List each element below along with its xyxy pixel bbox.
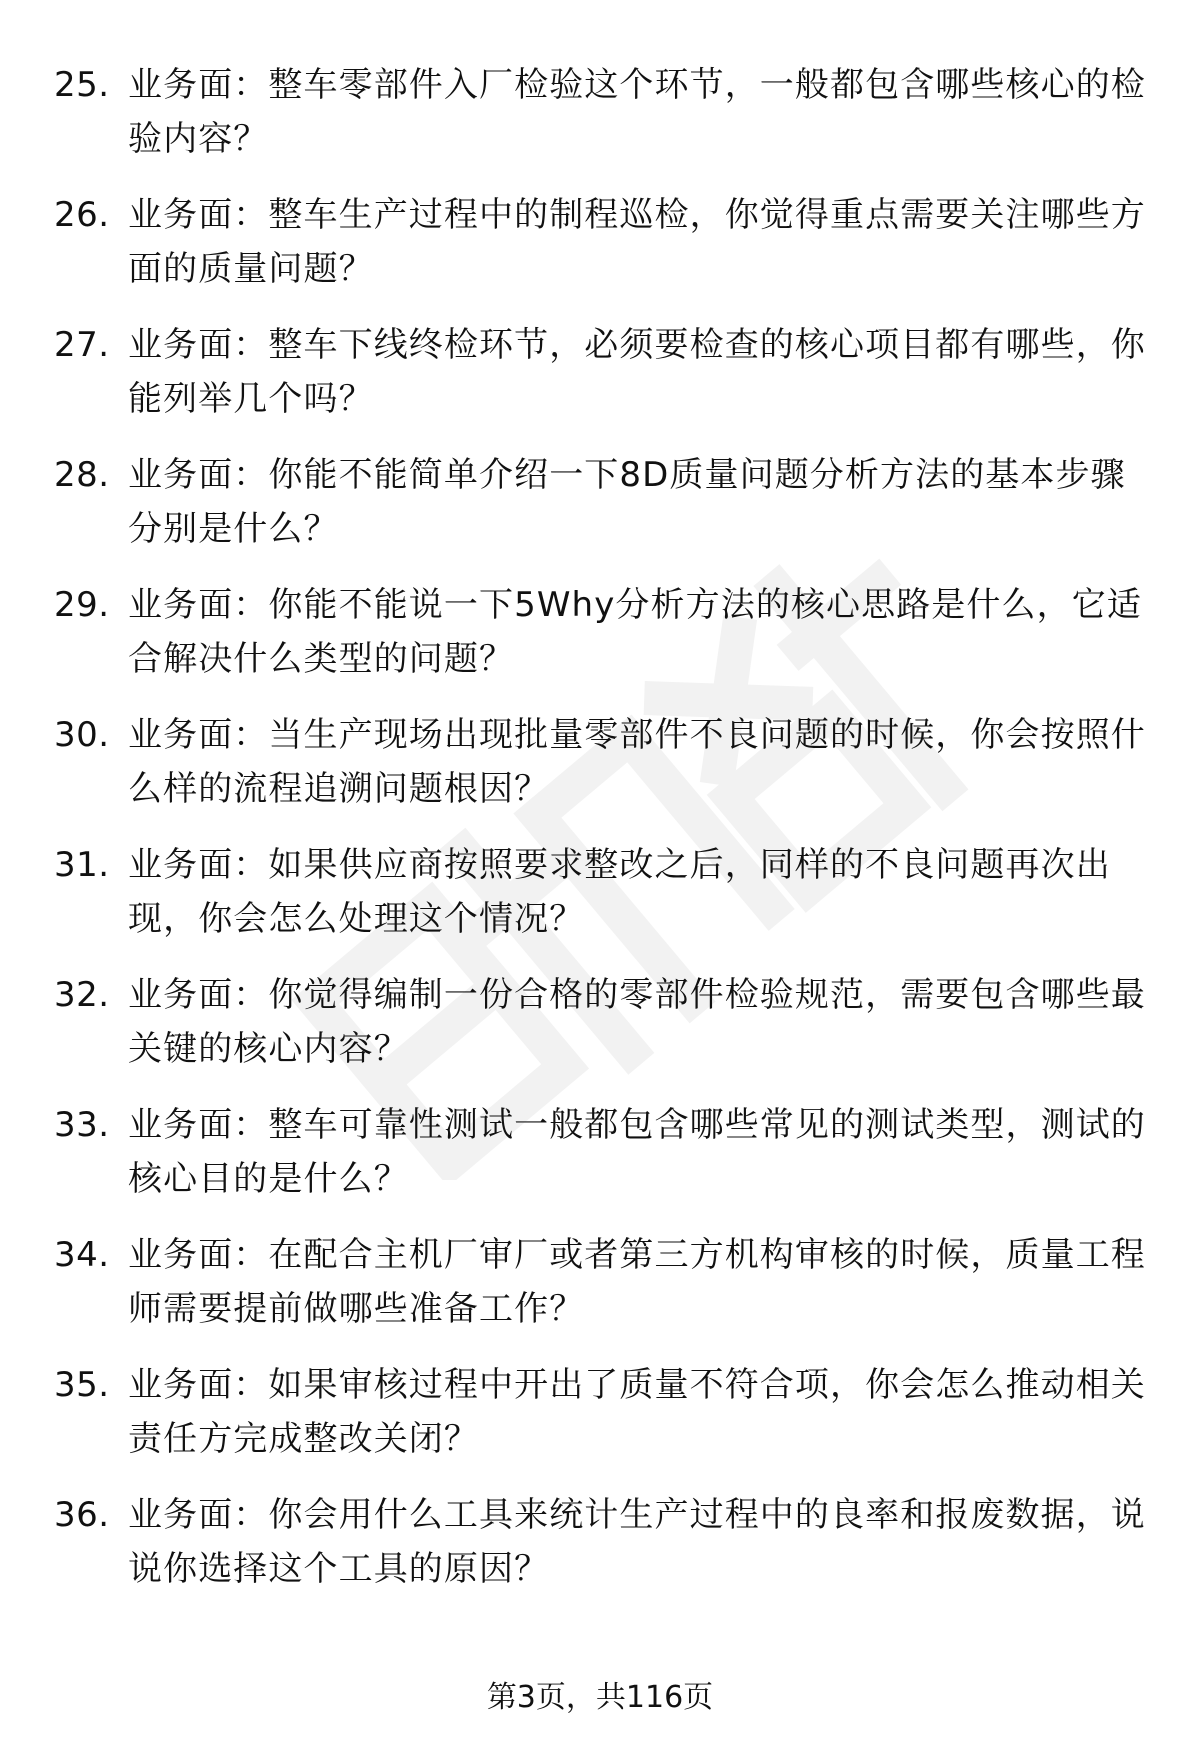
question-text: 业务面：如果审核过程中开出了质量不符合项，你会怎么推动相关责任方完成整改关闭？ bbox=[128, 1365, 1146, 1459]
question-number: 34. bbox=[54, 1235, 110, 1275]
question-number: 35. bbox=[54, 1365, 110, 1405]
question-item bbox=[0, 58, 1200, 188]
question-text: 业务面：整车下线终检环节，必须要检查的核心项目都有哪些，你能列举几个吗？ bbox=[128, 325, 1146, 419]
question-text: 业务面：如果供应商按照要求整改之后，同样的不良问题再次出现，你会怎么处理这个情况？ bbox=[128, 845, 1111, 939]
question-text: 业务面：整车可靠性测试一般都包含哪些常见的测试类型，测试的核心目的是什么？ bbox=[128, 1105, 1146, 1199]
question-text: 业务面：整车零部件入厂检验这个环节，一般都包含哪些核心的检验内容？ bbox=[128, 65, 1146, 159]
question-number: 33. bbox=[54, 1105, 110, 1145]
question-item bbox=[0, 708, 1200, 838]
question-item bbox=[0, 578, 1200, 708]
question-item bbox=[0, 968, 1200, 1098]
question-item bbox=[0, 1228, 1200, 1358]
question-number: 26. bbox=[54, 195, 110, 235]
question-number: 28. bbox=[54, 455, 110, 495]
question-number: 31. bbox=[54, 845, 110, 885]
question-number: 30. bbox=[54, 715, 110, 755]
question-text: 业务面：在配合主机厂审厂或者第三方机构审核的时候，质量工程师需要提前做哪些准备工作？ bbox=[128, 1235, 1146, 1329]
question-number: 27. bbox=[54, 325, 110, 365]
question-text: 业务面：你会用什么工具来统计生产过程中的良率和报废数据，说说你选择这个工具的原因？ bbox=[128, 1495, 1146, 1589]
question-number: 25. bbox=[54, 65, 110, 105]
question-text: 业务面：整车生产过程中的制程巡检，你觉得重点需要关注哪些方面的质量问题？ bbox=[128, 195, 1146, 289]
question-item bbox=[0, 318, 1200, 448]
question-item bbox=[0, 448, 1200, 578]
question-text: 业务面：你能不能简单介绍一下8D质量问题分析方法的基本步骤分别是什么？ bbox=[128, 455, 1126, 549]
question-text: 业务面：你觉得编制一份合格的零部件检验规范，需要包含哪些最关键的核心内容？ bbox=[128, 975, 1146, 1069]
page-number-label: 第3页，共116页 bbox=[486, 1680, 714, 1715]
question-item bbox=[0, 1098, 1200, 1228]
question-text: 业务面：当生产现场出现批量零部件不良问题的时候，你会按照什么样的流程追溯问题根因？ bbox=[128, 715, 1146, 809]
question-number: 36. bbox=[54, 1495, 110, 1535]
question-item bbox=[0, 838, 1200, 968]
question-item bbox=[0, 188, 1200, 318]
page-footer bbox=[0, 1676, 1200, 1720]
question-number: 29. bbox=[54, 585, 110, 625]
question-list bbox=[0, 58, 1200, 1618]
question-item bbox=[0, 1488, 1200, 1618]
question-number: 32. bbox=[54, 975, 110, 1015]
question-text: 业务面：你能不能说一下5Why分析方法的核心思路是什么，它适合解决什么类型的问题？ bbox=[128, 585, 1142, 679]
question-item bbox=[0, 1358, 1200, 1488]
